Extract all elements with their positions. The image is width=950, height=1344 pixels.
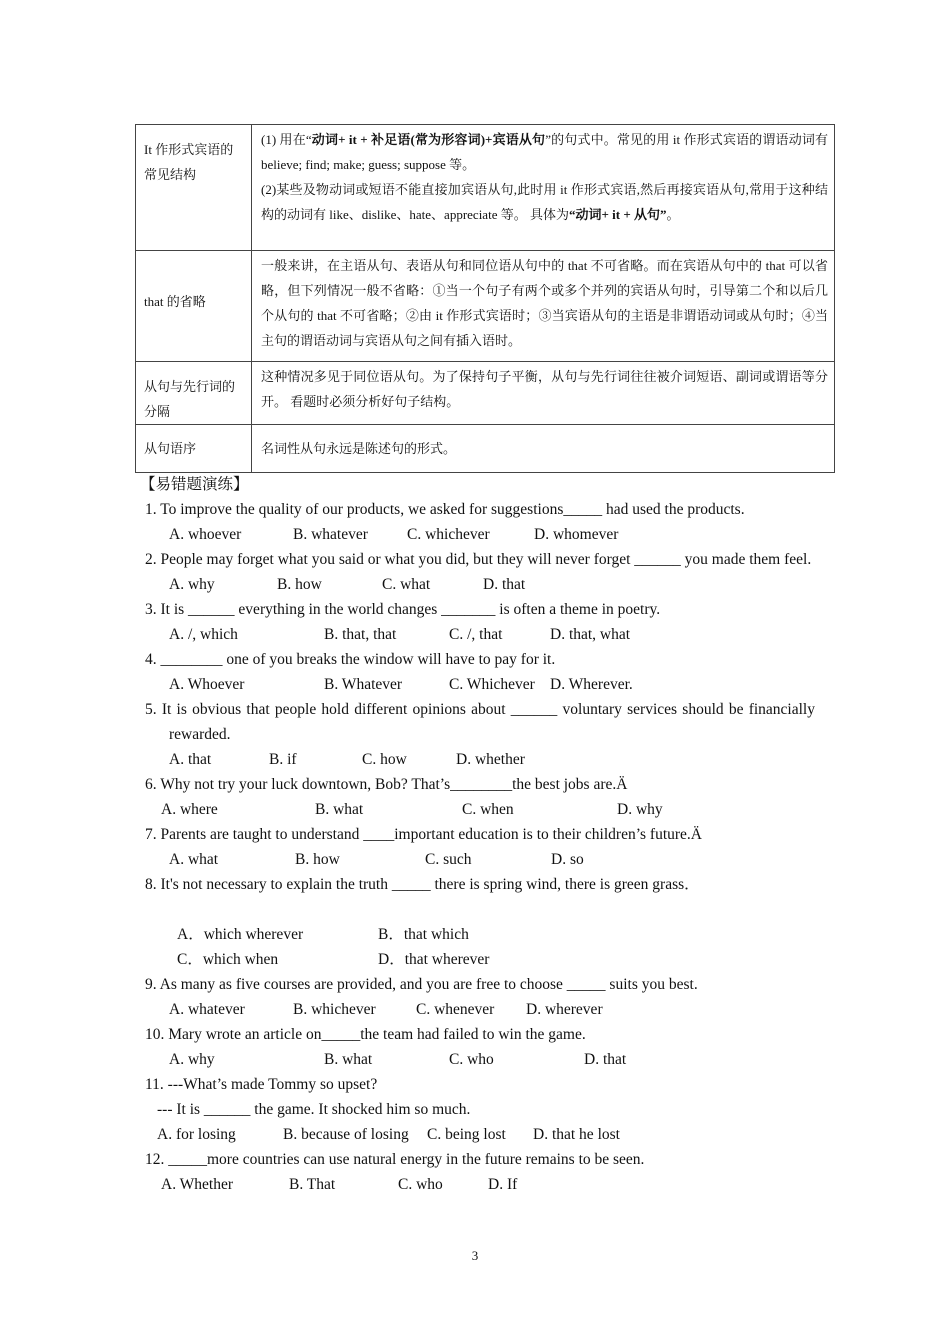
question-10: 10. Mary wrote an article on_____the team had failed to win the game. — [145, 1026, 586, 1043]
question-11-line-2: --- It is ______ the game. It shocked him so much. — [157, 1101, 471, 1118]
options-5 — [145, 747, 815, 772]
option: A. Whoever — [169, 676, 245, 693]
option: A. why — [169, 576, 215, 593]
option: C. whenever — [416, 1001, 495, 1018]
table-term: It 作形式宾语的常见结构 — [136, 125, 252, 251]
option: A. whatever — [169, 1001, 245, 1018]
desc-paragraph-2: (2)某些及物动词或短语不能直接加宾语从句,此时用 it 作形式宾语,然后再接宾语从句,常用于这种结构的动词有 like、dislike、hate、appreciate 等。 具体为“动词+ it + 从句”。 — [261, 182, 828, 222]
grammar-table — [135, 124, 835, 473]
option: B. That — [289, 1176, 336, 1193]
option: C. being lost — [427, 1126, 506, 1143]
options-1 — [145, 522, 815, 547]
option: C. who — [398, 1176, 443, 1193]
table-row — [136, 362, 835, 425]
question-2: 2. People may forget what you said or what you did, but they will never forget ______ you made them feel. — [145, 551, 812, 568]
table-desc: 一般来讲，在主语从句、表语从句和同位语从句中的 that 不可省略。而在宾语从句中的 that 可以省略，但下列情况一般不省略：①当一个句子有两个或多个并列的宾语从句时，引导第二个和以后几个从句的 that 不可省略；②由 it 作形式宾语时；③当宾语从句的主语是非谓语动词或从句时；④当主句的谓语动词与宾语从句之间有插入语时。 — [252, 251, 835, 362]
desc-paragraph-1: (1) 用在“动词+ it + 补足语(常为形容词)+宾语从句”的句式中。常见的用 it 作形式宾语的谓语动词有 believe; find; make; guess; suppose 等。 — [261, 132, 829, 172]
option: A. what — [169, 851, 219, 868]
question-11: 11. ---What’s made Tommy so upset? — [145, 1076, 378, 1093]
question-6: 6. Why not try your luck downtown, Bob? That’s________the best jobs are.Ä — [145, 776, 628, 793]
option: D. whether — [456, 751, 525, 768]
section-title: 【易错题演练】 — [140, 476, 249, 493]
table-term: that 的省略 — [136, 251, 252, 362]
option: B. because of losing — [283, 1126, 409, 1143]
option: C. what — [382, 576, 431, 593]
options-10 — [145, 1047, 815, 1072]
option: B. that, that — [324, 626, 397, 643]
option: C. how — [362, 751, 407, 768]
option: B. whichever — [293, 1001, 376, 1018]
question-12: 12. _____more countries can use natural energy in the future remains to be seen. — [145, 1151, 645, 1168]
option: D. that he lost — [533, 1126, 620, 1143]
table-term: 从句语序 — [136, 425, 252, 473]
table-term: 从句与先行词的分隔 — [136, 362, 252, 425]
option: C. when — [462, 801, 514, 818]
option: A. that — [169, 751, 212, 768]
option: C. Whichever — [449, 676, 535, 693]
options-11 — [145, 1122, 815, 1147]
options-3 — [145, 622, 815, 647]
question-5: 5. It is obvious that people hold different opinions about ______ voluntary services should be financially rewarded. — [145, 701, 815, 743]
table-row — [136, 125, 835, 251]
option: A. where — [161, 801, 218, 818]
option: A. whoever — [169, 526, 242, 543]
option: B．that which — [378, 926, 469, 943]
question-7: 7. Parents are taught to understand ____important education is to their children’s future.Ä — [145, 826, 703, 843]
option: D. that — [483, 576, 526, 593]
question-3: 3. It is ______ everything in the world changes _______ is often a theme in poetry. — [145, 601, 661, 618]
exercise-section — [140, 472, 815, 1197]
question-8: 8. It's not necessary to explain the truth _____ there is spring wind, there is green grass． — [145, 876, 700, 893]
option: C. whichever — [407, 526, 490, 543]
option: B. if — [269, 751, 297, 768]
table-desc: 这种情况多见于同位语从句。为了保持句子平衡，从句与先行词往往被介词短语、副词或谓语等分开。 看题时必须分析好句子结构。 — [252, 362, 835, 425]
question-1: 1. To improve the quality of our products, we asked for suggestions_____ had used the products. — [145, 501, 745, 518]
option: D. whomever — [534, 526, 619, 543]
option: D. so — [551, 851, 584, 868]
option: A. /, which — [169, 626, 238, 643]
option: C. who — [449, 1051, 494, 1068]
option: D. that — [584, 1051, 627, 1068]
option: D．that wherever — [378, 951, 490, 968]
options-7 — [145, 847, 815, 872]
table-row — [136, 251, 835, 362]
options-6 — [145, 797, 815, 822]
option: B. Whatever — [324, 676, 403, 693]
options-8 — [145, 922, 815, 947]
table-desc: 名词性从句永远是陈述句的形式。 — [252, 425, 835, 473]
option: B. what — [315, 801, 364, 818]
question-9: 9. As many as five courses are provided, and you are free to choose _____ suits you best. — [145, 976, 698, 993]
option: C. such — [425, 851, 472, 868]
option: C．which when — [177, 951, 279, 968]
option: A. for losing — [157, 1126, 236, 1143]
option: C. /, that — [449, 626, 503, 643]
table-desc — [252, 125, 835, 251]
option: D. that, what — [550, 626, 631, 643]
option: D. If — [488, 1176, 518, 1193]
page-number: 3 — [471, 1248, 479, 1263]
option: B. what — [324, 1051, 373, 1068]
option: D. wherever — [526, 1001, 603, 1018]
options-4 — [145, 672, 815, 697]
option: A．which wherever — [177, 926, 304, 943]
option: D. Wherever. — [550, 676, 633, 693]
option: A. why — [169, 1051, 215, 1068]
options-2 — [145, 572, 815, 597]
option: B. whatever — [293, 526, 368, 543]
question-4: 4. ________ one of you breaks the window will have to pay for it. — [145, 651, 556, 668]
table-row — [136, 425, 835, 473]
option: B. how — [295, 851, 340, 868]
options-9 — [145, 997, 815, 1022]
option: A. Whether — [161, 1176, 234, 1193]
options-8b — [145, 947, 815, 972]
options-12 — [145, 1172, 815, 1197]
option: D. why — [617, 801, 663, 818]
option: B. how — [277, 576, 322, 593]
